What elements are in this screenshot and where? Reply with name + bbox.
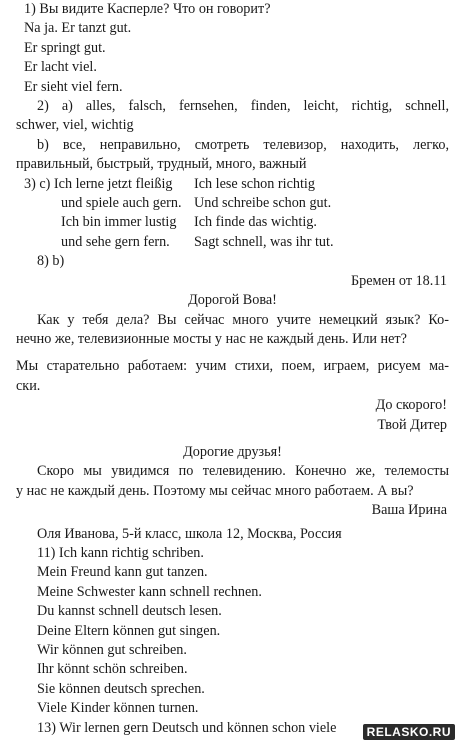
letter-2-body-line: у нас не каждый день. Поэтому мы сейчас много работаем. А вы? (16, 482, 414, 499)
poem-left-line: Ich bin immer lustig (61, 214, 177, 231)
exercise-1-question: 1) Вы видите Касперле? Что он говорит? (24, 1, 271, 17)
exercise-8-label: 8) b) (37, 253, 65, 270)
exercise-1-answer-line: Er springt gut. (24, 39, 106, 56)
site-watermark: RELASKO.RU (363, 724, 455, 740)
poem-left-line: und spiele auch gern. (61, 195, 182, 212)
exercise-11-line: Viele Kinder können turnen. (37, 700, 199, 717)
letter-2-greeting: Дорогие друзья! (183, 443, 282, 460)
exercise-11-line: Mein Freund kann gut tanzen. (37, 564, 208, 581)
letter-1-paragraph-line: ски. (16, 377, 41, 394)
exercise-2b-line: правильный, быстрый, трудный, много, важный (16, 156, 307, 173)
exercise-11-line: Ihr könnt schön schreiben. (37, 661, 188, 678)
exercise-2a-line: schwer, viel, wichtig (16, 117, 134, 134)
exercise-2b-line: b) все, неправильно, смотреть телевизор, находить, легко, (37, 136, 449, 153)
poem-left-line: und sehe gern fern. (61, 233, 170, 250)
exercise-1-answer-line: Er sieht viel fern. (24, 78, 123, 95)
exercise-11-line: Wir können gut schreiben. (37, 642, 187, 658)
exercise-11-line: Sie können deutsch sprechen. (37, 680, 205, 697)
letter-1-greeting: Дорогой Вова! (188, 292, 277, 309)
exercise-1-answer-line: Na ja. Er tanzt gut. (24, 20, 132, 37)
letter-2-sender: Оля Иванова, 5-й класс, школа 12, Москва, Россия (37, 525, 342, 542)
letter-2-signature: Ваша Ирина (371, 502, 447, 519)
exercise-11-line: 11) Ich kann richtig schriben. (37, 544, 204, 561)
letter-1-paragraph-line: Мы старательно работаем: учим стихи, поем, играем, рисуем ма- (16, 358, 449, 375)
exercise-11-line: Du kannst schnell deutsch lesen. (37, 603, 222, 620)
exercise-11-line: Meine Schwester kann schnell rechnen. (37, 583, 262, 600)
poem-right-line: Ich lese schon richtig (194, 175, 315, 192)
letter-1-body-line: нечно же, телевизионные мосты у нас не каждый день. Или нет? (16, 330, 407, 347)
poem-right-line: Sagt schnell, was ihr tut. (194, 233, 334, 250)
exercise-1-answer-line: Er lacht viel. (24, 59, 97, 76)
poem-right-line: Und schreibe schon gut. (194, 195, 332, 212)
exercise-3-poem (16, 175, 449, 253)
exercise-11-line: Deine Eltern können gut singen. (37, 622, 221, 639)
letter-1-signature: Твой Дитер (377, 416, 447, 433)
letter-1-body-line: Как у тебя дела? Вы сейчас много учите немецкий язык? Ко- (37, 311, 449, 328)
letter-1-closing: До скорого! (375, 397, 447, 414)
poem-left-line: 3) c) Ich lerne jetzt fleißig (24, 175, 173, 192)
exercise-2a-line: 2) a) alles, falsch, fernsehen, finden, leicht, richtig, schnell, (37, 98, 449, 115)
letter-2-body-line: Скоро мы увидимся по телевидению. Конечно же, телемосты (37, 463, 449, 480)
letter-1-place-date: Бремен от 18.11 (350, 272, 447, 289)
exercise-13-line: 13) Wir lernen gern Deutsch und können schon viele (37, 719, 337, 736)
poem-right-line: Ich finde das wichtig. (194, 214, 317, 231)
